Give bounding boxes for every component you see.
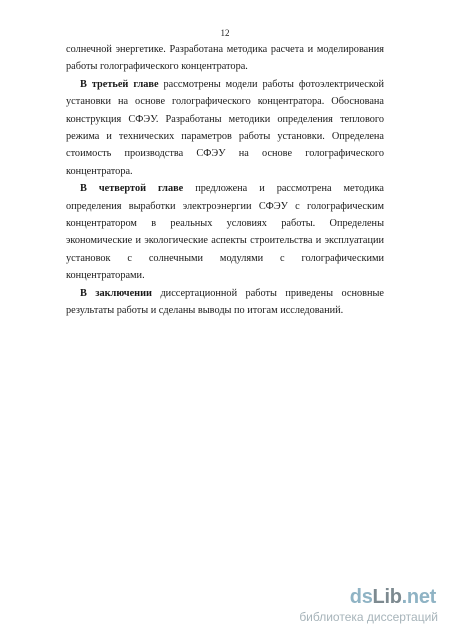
logo-ds: ds — [349, 586, 373, 608]
paragraph-text: рассмотрены модели работы фотоэлектрической установки на основе голографического концентратора. Обоснована конструкция СФЭУ. Разработаны методики определения теплового режима и технических параметров работы установки. Определена стоимость производства СФЭУ на основе голографического концентратора. — [66, 78, 384, 177]
paragraph-lead: В заключении — [80, 287, 152, 299]
paragraph-chapter-four — [66, 180, 384, 284]
paragraph-conclusion — [66, 285, 384, 320]
dslib-logo — [350, 586, 436, 608]
document-body — [66, 41, 384, 320]
watermark-caption: библиотека диссертаций — [299, 610, 438, 624]
paragraph-text: солнечной энергетике. Разработана методика расчета и моделирования работы голографического концентратора. — [66, 44, 384, 73]
logo-lib: Lib — [372, 586, 402, 608]
paragraph-lead: В четвертой главе — [80, 183, 184, 195]
page-number: 12 — [220, 28, 230, 38]
paragraph-lead: В третьей главе — [80, 78, 159, 90]
paragraph-chapter-three — [66, 76, 384, 180]
logo-net: .net — [401, 586, 436, 608]
paragraph-continuation — [66, 41, 384, 76]
dslib-watermark — [260, 586, 442, 630]
paragraph-text: предложена и рассмотрена методика определения выработки электроэнергии СФЭУ с голографическим концентратором в реальных условиях работы. Определены экономические и экологические аспекты строительства и эксплуатации установок с солнечными модулями с голографическими концентраторами. — [66, 183, 384, 282]
paragraph-text: диссертационной работы приведены основные результаты работы и сделаны выводы по итогам исследований. — [66, 287, 385, 317]
